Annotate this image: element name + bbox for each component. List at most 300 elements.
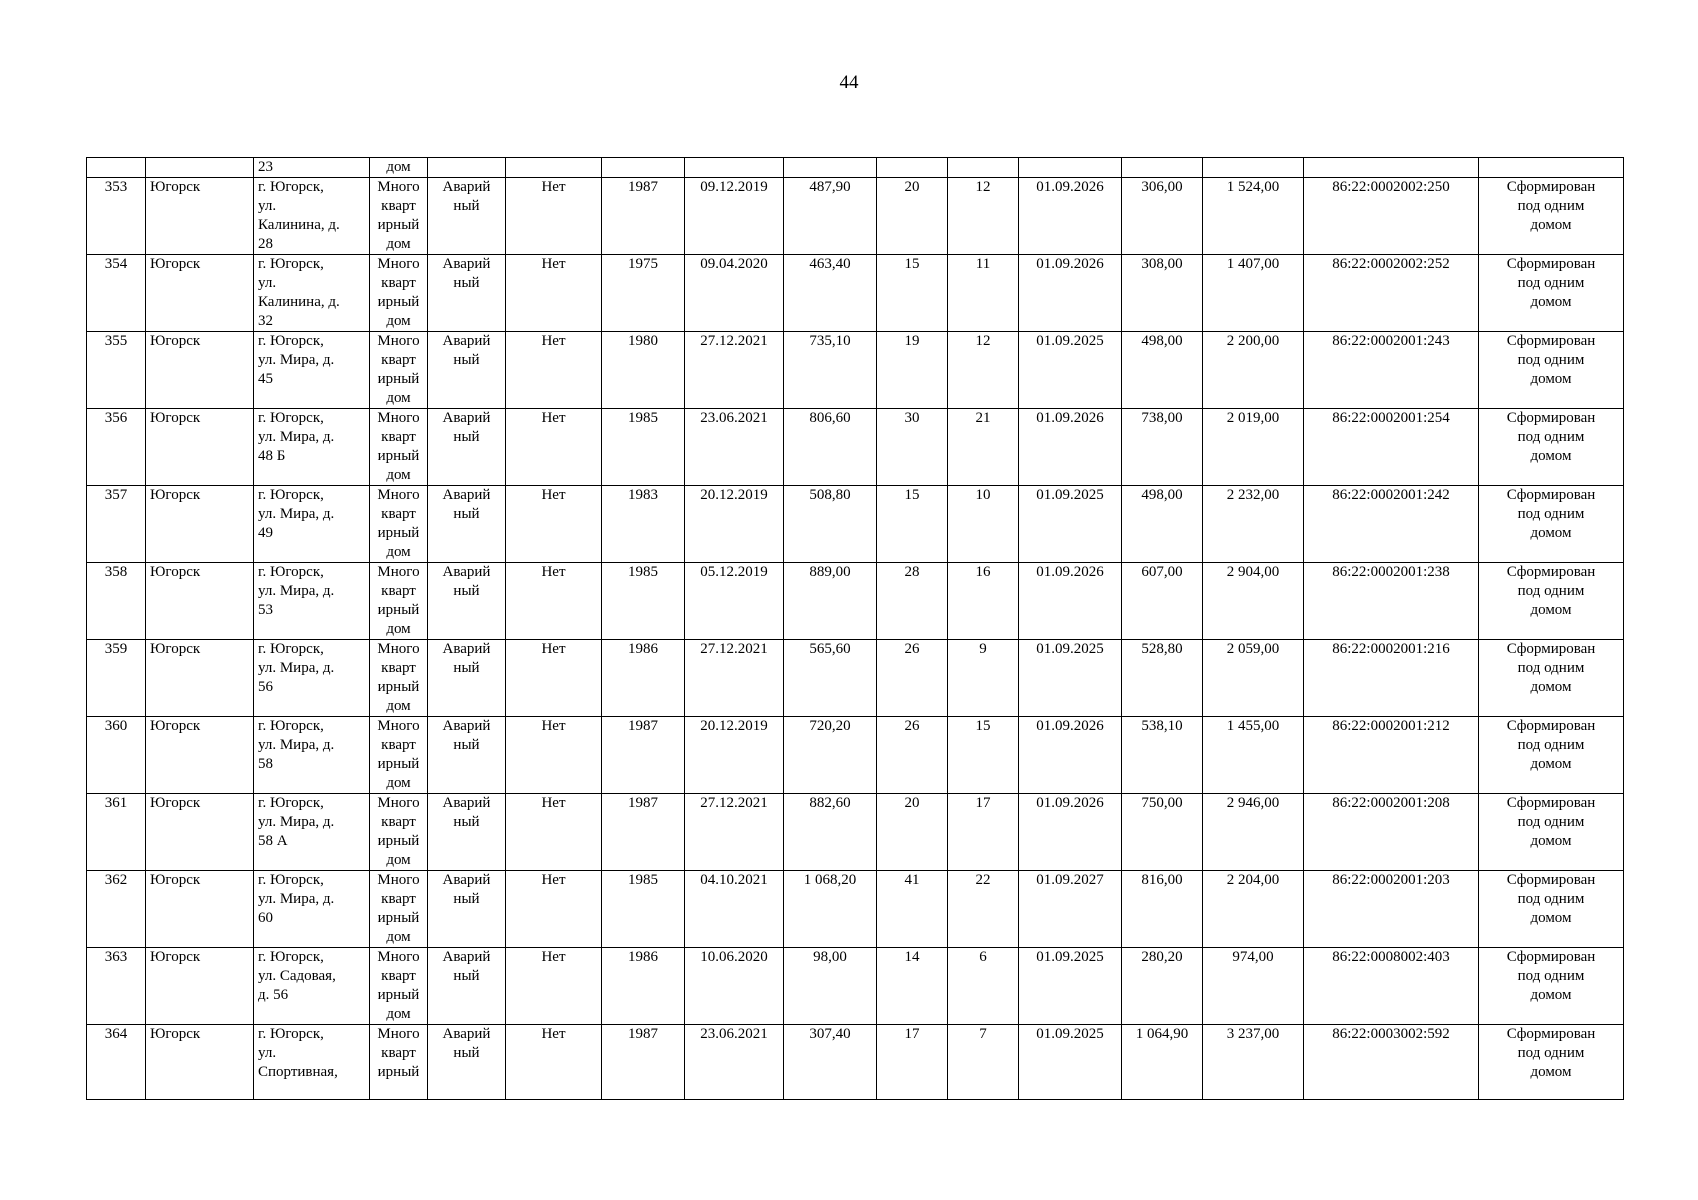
cell-condition-line: Аварий	[442, 333, 491, 349]
cell-date: 23.06.2021	[685, 1025, 784, 1100]
cell-address	[254, 794, 370, 871]
cell-land-status-line: Сформирован	[1506, 487, 1596, 503]
cell-land-status-line: Сформирован	[1506, 410, 1596, 426]
cell-condition-line: ный	[453, 891, 480, 907]
cell-year: 1975	[602, 255, 685, 332]
cell-address-line: г. Югорск,	[258, 718, 324, 734]
cell-land-area: 2 200,00	[1203, 332, 1304, 409]
cell-empty	[87, 158, 146, 178]
cell-building-type-line: Много	[377, 487, 420, 503]
cell-area: 463,40	[784, 255, 877, 332]
cell-address-line: г. Югорск,	[258, 410, 324, 426]
cell-condition	[428, 255, 506, 332]
cell-address	[254, 409, 370, 486]
cell-address	[254, 871, 370, 948]
table-row	[87, 178, 1624, 255]
cell-land-area: 1 455,00	[1203, 717, 1304, 794]
cell-condition-line: ный	[453, 737, 480, 753]
cell-building-type-line: ирный	[377, 833, 420, 849]
cell-building-type-line: дом	[386, 467, 411, 483]
cell-address-line: г. Югорск,	[258, 256, 324, 272]
cell-area-2: 498,00	[1122, 332, 1203, 409]
cell-address-line: г. Югорск,	[258, 333, 324, 349]
cell-deadline: 01.09.2026	[1019, 178, 1122, 255]
page-number: 44	[839, 72, 859, 93]
table-row	[87, 486, 1624, 563]
cell-land-status-line: под одним	[1517, 660, 1585, 676]
cell-building-type-line: Много	[377, 949, 420, 965]
cell-address-line: 48 Б	[258, 448, 286, 464]
cell-residents: 20	[877, 794, 948, 871]
cell-building-type-line: кварт	[381, 660, 416, 676]
cell-residents: 19	[877, 332, 948, 409]
cell-area-2: 528,80	[1122, 640, 1203, 717]
cell-address-line: г. Югорск,	[258, 487, 324, 503]
cell-condition-line: ный	[453, 352, 480, 368]
cell-condition-line: ный	[453, 1045, 480, 1061]
cell-condition	[428, 640, 506, 717]
continuation-row	[87, 158, 1624, 178]
cell-residents: 41	[877, 871, 948, 948]
cell-address-line: Спортивная,	[258, 1064, 338, 1080]
cell-number: 362	[87, 871, 146, 948]
cell-municipality: Югорск	[146, 486, 254, 563]
cell-condition	[428, 563, 506, 640]
cell-date: 27.12.2021	[685, 332, 784, 409]
cell-address-line: ул. Садовая,	[258, 968, 336, 984]
table-row	[87, 409, 1624, 486]
cell-building-type-line: дом	[386, 852, 411, 868]
cell-condition-line: ный	[453, 583, 480, 599]
cell-land-status-line: под одним	[1517, 1045, 1585, 1061]
cell-address-line: ул. Мира, д.	[258, 506, 335, 522]
cell-deadline: 01.09.2025	[1019, 640, 1122, 717]
cell-address-line: 56	[258, 679, 273, 695]
cell-units: 22	[948, 871, 1019, 948]
cell-land-status-line: Сформирован	[1506, 1026, 1596, 1042]
cell-land-status	[1479, 948, 1624, 1025]
cell-land-area: 2 904,00	[1203, 563, 1304, 640]
cell-building-type-line: кварт	[381, 583, 416, 599]
cell-year: 1987	[602, 178, 685, 255]
cell-address-line: г. Югорск,	[258, 641, 324, 657]
cell-address-line: ул. Мира, д.	[258, 814, 335, 830]
cell-address-line: Калинина, д.	[258, 217, 340, 233]
cell-deadline: 01.09.2025	[1019, 948, 1122, 1025]
cell-land-area: 2 019,00	[1203, 409, 1304, 486]
cell-address-line: г. Югорск,	[258, 564, 324, 580]
cell-condition-line: Аварий	[442, 795, 491, 811]
cell-flag: Нет	[506, 563, 602, 640]
cell-condition	[428, 409, 506, 486]
cell-area: 98,00	[784, 948, 877, 1025]
cell-building-type-line: ирный	[377, 525, 420, 541]
cell-land-status-line: Сформирован	[1506, 795, 1596, 811]
cell-building-type-line: Много	[377, 872, 420, 888]
cell-land-status-line: домом	[1530, 448, 1572, 464]
cell-year: 1987	[602, 1025, 685, 1100]
cell-building-type	[370, 948, 428, 1025]
cell-address-line: ул. Мира, д.	[258, 660, 335, 676]
cell-land-status-line: под одним	[1517, 891, 1585, 907]
cell-building-type-line: дом	[386, 621, 411, 637]
cell-deadline: 01.09.2026	[1019, 717, 1122, 794]
cell-residents: 30	[877, 409, 948, 486]
cell-address	[254, 486, 370, 563]
cell-number: 353	[87, 178, 146, 255]
cell-building-type-line: дом	[386, 929, 411, 945]
cell-building-type-line: ирный	[377, 910, 420, 926]
cell-condition-line: ный	[453, 275, 480, 291]
cell-building-type-line: дом	[386, 775, 411, 791]
cell-building-type-line: ирный	[377, 1064, 420, 1080]
cell-building-type-line: Много	[377, 256, 420, 272]
cell-units: 15	[948, 717, 1019, 794]
cell-address-line: 49	[258, 525, 273, 541]
cell-flag: Нет	[506, 717, 602, 794]
cell-empty	[1019, 158, 1122, 178]
cell-year: 1980	[602, 332, 685, 409]
cell-building-type	[370, 871, 428, 948]
cell-land-area: 2 232,00	[1203, 486, 1304, 563]
cell-building-type-line: ирный	[377, 679, 420, 695]
cell-land-status-line: Сформирован	[1506, 564, 1596, 580]
cell-deadline: 01.09.2026	[1019, 409, 1122, 486]
cell-units: 21	[948, 409, 1019, 486]
cell-date: 27.12.2021	[685, 640, 784, 717]
cell-empty	[146, 158, 254, 178]
cell-building-type-line: кварт	[381, 429, 416, 445]
cell-empty	[685, 158, 784, 178]
cell-residents: 15	[877, 486, 948, 563]
cell-area-2: 538,10	[1122, 717, 1203, 794]
cell-land-status	[1479, 640, 1624, 717]
cell-deadline: 01.09.2026	[1019, 255, 1122, 332]
cell-building-type-line: дом	[386, 236, 411, 252]
cell-number: 364	[87, 1025, 146, 1100]
cell-land-status	[1479, 255, 1624, 332]
cell-land-area: 1 407,00	[1203, 255, 1304, 332]
cell-municipality: Югорск	[146, 178, 254, 255]
cell-area: 735,10	[784, 332, 877, 409]
cell-address-line: 58	[258, 756, 273, 772]
cell-flag: Нет	[506, 794, 602, 871]
cell-date: 05.12.2019	[685, 563, 784, 640]
cell-empty	[1122, 158, 1203, 178]
cell-address-line: ул. Мира, д.	[258, 352, 335, 368]
cell-cadastral-number: 86:22:0002001:242	[1304, 486, 1479, 563]
cell-address-line: д. 56	[258, 987, 289, 1003]
cell-building-type-line: ирный	[377, 987, 420, 1003]
cell-building-type-line: дом	[386, 313, 411, 329]
cell-condition-line: Аварий	[442, 872, 491, 888]
cell-land-status-line: под одним	[1517, 198, 1585, 214]
cell-land-status	[1479, 178, 1624, 255]
cell-building-type-line: кварт	[381, 968, 416, 984]
cell-address-line: ул. Мира, д.	[258, 583, 335, 599]
cell-residents: 26	[877, 717, 948, 794]
cell-area-2: 738,00	[1122, 409, 1203, 486]
cell-building-type-line: дом	[386, 1006, 411, 1022]
cell-building-type-line: Много	[377, 641, 420, 657]
cell-land-area: 3 237,00	[1203, 1025, 1304, 1100]
cell-address	[254, 640, 370, 717]
cell-land-status-line: под одним	[1517, 275, 1585, 291]
cell-units: 6	[948, 948, 1019, 1025]
cell-area: 307,40	[784, 1025, 877, 1100]
cell-municipality: Югорск	[146, 255, 254, 332]
cell-area: 720,20	[784, 717, 877, 794]
cell-cadastral-number: 86:22:0002001:254	[1304, 409, 1479, 486]
cell-building-type	[370, 178, 428, 255]
cell-year: 1986	[602, 948, 685, 1025]
cell-area-2: 280,20	[1122, 948, 1203, 1025]
cell-land-status	[1479, 1025, 1624, 1100]
cell-empty	[1304, 158, 1479, 178]
cell-land-status-line: под одним	[1517, 352, 1585, 368]
table-row	[87, 255, 1624, 332]
cell-condition-line: Аварий	[442, 564, 491, 580]
cell-residents: 28	[877, 563, 948, 640]
cell-address-line: Калинина, д.	[258, 294, 340, 310]
cell-flag: Нет	[506, 948, 602, 1025]
cell-building-type-line: кварт	[381, 352, 416, 368]
table-body	[87, 158, 1624, 1100]
cell-address-line: г. Югорск,	[258, 949, 324, 965]
cell-empty	[428, 158, 506, 178]
cell-units: 17	[948, 794, 1019, 871]
cell-flag: Нет	[506, 486, 602, 563]
cell-number: 357	[87, 486, 146, 563]
cell-address-line: ул.	[258, 1045, 277, 1061]
cell-condition-line: Аварий	[442, 179, 491, 195]
cell-address-line: 53	[258, 602, 273, 618]
cell-land-status	[1479, 871, 1624, 948]
cell-area-2: 750,00	[1122, 794, 1203, 871]
cell-building-type-line: Много	[377, 795, 420, 811]
cell-empty	[948, 158, 1019, 178]
cell-number: 354	[87, 255, 146, 332]
table-row	[87, 794, 1624, 871]
cell-land-status-line: под одним	[1517, 737, 1585, 753]
cell-land-status-line: Сформирован	[1506, 333, 1596, 349]
cell-condition-line: Аварий	[442, 718, 491, 734]
cell-flag: Нет	[506, 178, 602, 255]
cell-building-type-line: кварт	[381, 506, 416, 522]
cell-residents: 15	[877, 255, 948, 332]
cell-units: 7	[948, 1025, 1019, 1100]
cell-building-type	[370, 794, 428, 871]
cell-building-type-line: Много	[377, 718, 420, 734]
cell-cadastral-number: 86:22:0002001:212	[1304, 717, 1479, 794]
cell-area: 1 068,20	[784, 871, 877, 948]
cell-building-type-line: ирный	[377, 602, 420, 618]
cell-address-line: г. Югорск,	[258, 795, 324, 811]
cell-land-status	[1479, 794, 1624, 871]
cell-land-status	[1479, 717, 1624, 794]
cell-date: 20.12.2019	[685, 717, 784, 794]
cell-units: 16	[948, 563, 1019, 640]
table-row	[87, 640, 1624, 717]
cell-address-line: г. Югорск,	[258, 872, 324, 888]
cell-date: 04.10.2021	[685, 871, 784, 948]
cell-empty	[1479, 158, 1624, 178]
cell-building-type-line: ирный	[377, 294, 420, 310]
cell-condition	[428, 717, 506, 794]
cell-building-type-line: ирный	[377, 217, 420, 233]
cell-area-2: 816,00	[1122, 871, 1203, 948]
cell-building-type-line: Много	[377, 410, 420, 426]
cell-condition-line: Аварий	[442, 1026, 491, 1042]
cell-address-line: 45	[258, 371, 273, 387]
cell-cadastral-number: 86:22:0002001:208	[1304, 794, 1479, 871]
cell-building-type-line: Много	[377, 333, 420, 349]
cell-building-type	[370, 255, 428, 332]
cell-land-area: 974,00	[1203, 948, 1304, 1025]
cell-municipality: Югорск	[146, 794, 254, 871]
cell-land-status-line: под одним	[1517, 814, 1585, 830]
cell-empty	[602, 158, 685, 178]
cell-deadline: 01.09.2025	[1019, 332, 1122, 409]
cell-condition	[428, 1025, 506, 1100]
cell-land-status-line: под одним	[1517, 968, 1585, 984]
housing-registry-table	[86, 157, 1624, 1100]
cell-address-line: 60	[258, 910, 273, 926]
cell-condition	[428, 178, 506, 255]
cell-deadline: 01.09.2026	[1019, 794, 1122, 871]
cell-condition-line: Аварий	[442, 256, 491, 272]
cell-date: 09.12.2019	[685, 178, 784, 255]
cell-condition	[428, 948, 506, 1025]
cell-area: 889,00	[784, 563, 877, 640]
cell-building-type-line: кварт	[381, 737, 416, 753]
cell-residents: 26	[877, 640, 948, 717]
cell-building-type-line: кварт	[381, 275, 416, 291]
cell-land-status-line: домом	[1530, 525, 1572, 541]
cell-condition	[428, 871, 506, 948]
cell-area-2: 308,00	[1122, 255, 1203, 332]
cell-address-line: г. Югорск,	[258, 1026, 324, 1042]
cell-year: 1983	[602, 486, 685, 563]
cell-deadline: 01.09.2025	[1019, 486, 1122, 563]
cell-municipality: Югорск	[146, 563, 254, 640]
cell-address	[254, 178, 370, 255]
cell-municipality: Югорск	[146, 1025, 254, 1100]
cell-units: 9	[948, 640, 1019, 717]
cell-year: 1985	[602, 871, 685, 948]
cell-land-status-line: Сформирован	[1506, 641, 1596, 657]
cell-address-line: ул.	[258, 275, 277, 291]
cell-number: 363	[87, 948, 146, 1025]
cell-cadastral-number: 86:22:0002002:252	[1304, 255, 1479, 332]
cell-municipality: Югорск	[146, 640, 254, 717]
cell-land-status	[1479, 486, 1624, 563]
cell-land-status-line: домом	[1530, 833, 1572, 849]
table-row	[87, 1025, 1624, 1100]
cell-building-type-line: ирный	[377, 756, 420, 772]
cell-units: 11	[948, 255, 1019, 332]
cell-municipality: Югорск	[146, 332, 254, 409]
cell-building-type-line: Много	[377, 1026, 420, 1042]
cell-land-status-line: Сформирован	[1506, 179, 1596, 195]
cell-cadastral-number: 86:22:0002001:238	[1304, 563, 1479, 640]
cell-area: 565,60	[784, 640, 877, 717]
cell-date: 23.06.2021	[685, 409, 784, 486]
cell-building-type	[370, 717, 428, 794]
cell-land-status-line: домом	[1530, 217, 1572, 233]
cell-cadastral-number: 86:22:0008002:403	[1304, 948, 1479, 1025]
cell-year: 1987	[602, 794, 685, 871]
cell-land-status-line: домом	[1530, 294, 1572, 310]
cell-year: 1985	[602, 563, 685, 640]
cell-area-2: 306,00	[1122, 178, 1203, 255]
cell-building-type	[370, 332, 428, 409]
cell-address	[254, 255, 370, 332]
cell-address	[254, 332, 370, 409]
table-row	[87, 332, 1624, 409]
cell-land-status-line: домом	[1530, 679, 1572, 695]
table-row	[87, 563, 1624, 640]
cell-date: 20.12.2019	[685, 486, 784, 563]
cell-land-status-line: под одним	[1517, 429, 1585, 445]
cell-municipality: Югорск	[146, 409, 254, 486]
cell-land-status-line: домом	[1530, 1064, 1572, 1080]
cell-municipality: Югорск	[146, 717, 254, 794]
cell-cadastral-number: 86:22:0003002:592	[1304, 1025, 1479, 1100]
cell-area-2: 607,00	[1122, 563, 1203, 640]
cell-address-line: ул. Мира, д.	[258, 891, 335, 907]
cell-land-status-line: Сформирован	[1506, 718, 1596, 734]
cell-residents: 14	[877, 948, 948, 1025]
cell-residents: 17	[877, 1025, 948, 1100]
cell-condition-line: Аварий	[442, 641, 491, 657]
cell-land-status	[1479, 332, 1624, 409]
cell-flag: Нет	[506, 640, 602, 717]
cell-land-status	[1479, 409, 1624, 486]
cell-land-status-line: под одним	[1517, 583, 1585, 599]
cell-address-line: ул.	[258, 198, 277, 214]
table-row	[87, 871, 1624, 948]
cell-land-status-line: под одним	[1517, 506, 1585, 522]
cell-cadastral-number: 86:22:0002001:216	[1304, 640, 1479, 717]
cell-address-line: 28	[258, 236, 273, 252]
cell-land-status-line: домом	[1530, 756, 1572, 772]
cell-building-type-line: кварт	[381, 814, 416, 830]
cell-address	[254, 717, 370, 794]
cell-area: 508,80	[784, 486, 877, 563]
cell-condition-line: ный	[453, 968, 480, 984]
cell-condition	[428, 486, 506, 563]
cell-municipality: Югорск	[146, 948, 254, 1025]
cell-address-line: г. Югорск,	[258, 179, 324, 195]
cell-land-area: 2 204,00	[1203, 871, 1304, 948]
cell-cadastral-number: 86:22:0002001:243	[1304, 332, 1479, 409]
cell-building-type	[370, 409, 428, 486]
cell-building-type	[370, 640, 428, 717]
cell-empty	[784, 158, 877, 178]
cell-area: 487,90	[784, 178, 877, 255]
cell-address-line: 32	[258, 313, 273, 329]
cell-address	[254, 948, 370, 1025]
cell-empty	[506, 158, 602, 178]
cell-empty	[1203, 158, 1304, 178]
cell-land-status-line: Сформирован	[1506, 872, 1596, 888]
cell-number: 355	[87, 332, 146, 409]
cell-condition	[428, 332, 506, 409]
cell-condition-line: Аварий	[442, 487, 491, 503]
cell-flag: Нет	[506, 255, 602, 332]
cell-units: 12	[948, 178, 1019, 255]
